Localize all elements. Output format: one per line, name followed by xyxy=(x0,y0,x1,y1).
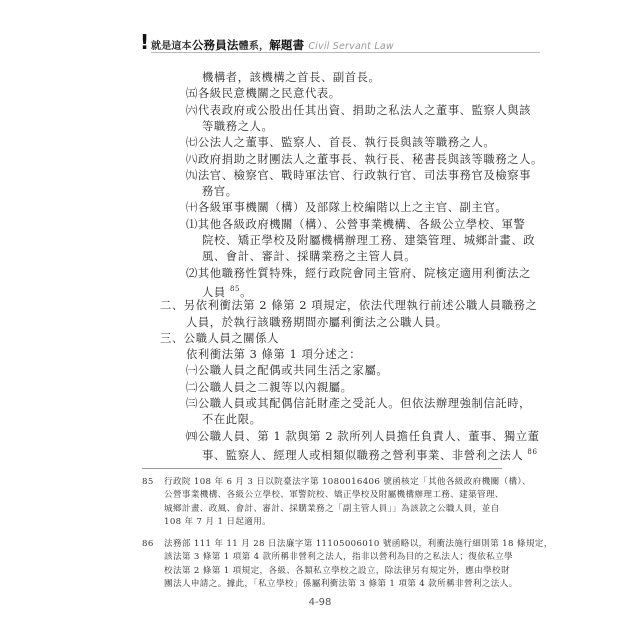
list-item: ㈧政府捐助之財團法人之董事長、執行長、秘書長與該等職務之人。 xyxy=(186,152,543,166)
text-line: 人員 $^{85}$。 xyxy=(202,284,253,299)
section-heading: 三、公職人員之關係人 xyxy=(160,331,279,345)
list-item: ㈩各級軍事機關（構）及部隊上校編階以上之主官、副主官。 xyxy=(186,201,508,215)
running-header xyxy=(140,32,540,54)
list-item: ㈤各級民意機關之民意代表。 xyxy=(186,87,341,101)
footnote-ref: 86 xyxy=(527,447,538,456)
footnote-ref: 85 xyxy=(230,284,241,293)
book-title: 就是這本公務員法體系，解題書 Civil Servant Law xyxy=(151,38,394,52)
text-line: 人員，於執行該職務期間亦屬利衝法之公職人員。 xyxy=(186,315,448,329)
list-item: ㈡公職人員之二親等以內親屬。 xyxy=(186,380,353,394)
list-item: ㈠公職人員之配偶或共同生活之家屬。 xyxy=(186,364,389,378)
section-heading: 二、另依利衝法第 2 條第 2 項規定，依法代理執行前述公職人員職務之 xyxy=(160,299,538,313)
exclamation-icon: ! xyxy=(140,30,150,54)
footnote-text: 法務部 111 年 11 月 28 日法廉字第 11105006010 號函略以，利衝法施行細則第 18 條規定， 該法第 3 條第 1 項第 4 款所稱非營利之法人，指非以營利為目的之私法人；復依私立學 校法第 2 條第 1 項規定，各級、各類私立學校之設立，除法律另有規定外，應由學校財 團法人申請之。據此，「私立學校」係屬利衝法第 3 條第 1 項第 4 款所稱非營利之法人。 xyxy=(164,539,553,590)
list-item: ㈦公法人之董事、監察人、首長、執行長與該等職務之人。 xyxy=(186,136,496,150)
header-rule xyxy=(151,52,540,53)
text-line: 風、會計、審計、採購業務之主管人員。 xyxy=(202,250,417,264)
text-line: 等職務之人。 xyxy=(202,119,274,133)
page-number: 4-98 xyxy=(308,597,332,608)
book-title-english: Civil Servant Law xyxy=(308,41,394,52)
list-item: ㈢公職人員或其配偶信託財產之受託人。但依法辦理強制信託時， xyxy=(186,397,532,410)
footnote-separator xyxy=(142,468,502,469)
footnote-text: 行政院 108 年 6 月 3 日以院臺法字第 1080016406 號函核定「其他各級政府機關（構）、 公營事業機構、各級公立學校、軍警院校、矯正學校及附屬機構辦理工務、建築管理、 城鄉計畫、政風、會計、審計、採購業務之「副主管人員」」為該款之公職人員，並自 108 年 7 月 1 日起適用。 xyxy=(164,477,531,528)
text-line: 不在此限。 xyxy=(202,413,262,427)
text-line: 院校、矯正學校及附屬機構辦理工務、建築管理、城鄉計畫、政 xyxy=(202,234,536,247)
list-item: ㈥代表政府或公股出任其出資、捐助之私法人之董事、監察人與該 xyxy=(186,103,532,117)
footnote-number: 85 xyxy=(142,477,154,487)
list-item: ⑴其他各級政府機關（構）、公營事業機構、各級公立學校、軍警 xyxy=(186,217,526,231)
text-line: 依利衝法第 3 條第 1 項分述之： xyxy=(186,348,362,362)
list-item: ㈣公職人員、第 1 款與第 2 款所列人員擔任負責人、董事、獨立董 xyxy=(186,429,540,443)
text-line: 機構者，該機構之首長、副首長。 xyxy=(202,71,381,84)
list-item: ⑵其他職務性質特殊，經行政院會同主管府、院核定適用利衝法之 xyxy=(186,266,532,280)
text-line: 事、監察人、經理人或相類似職務之營利事業、非營利之法人 $^{86}$ xyxy=(202,447,538,462)
text-line: 務官。 xyxy=(202,185,238,199)
list-item: ㈨法官、檢察官、戰時軍法官、行政執行官、司法事務官及檢察事 xyxy=(186,168,532,182)
footnote-number: 86 xyxy=(142,539,154,549)
